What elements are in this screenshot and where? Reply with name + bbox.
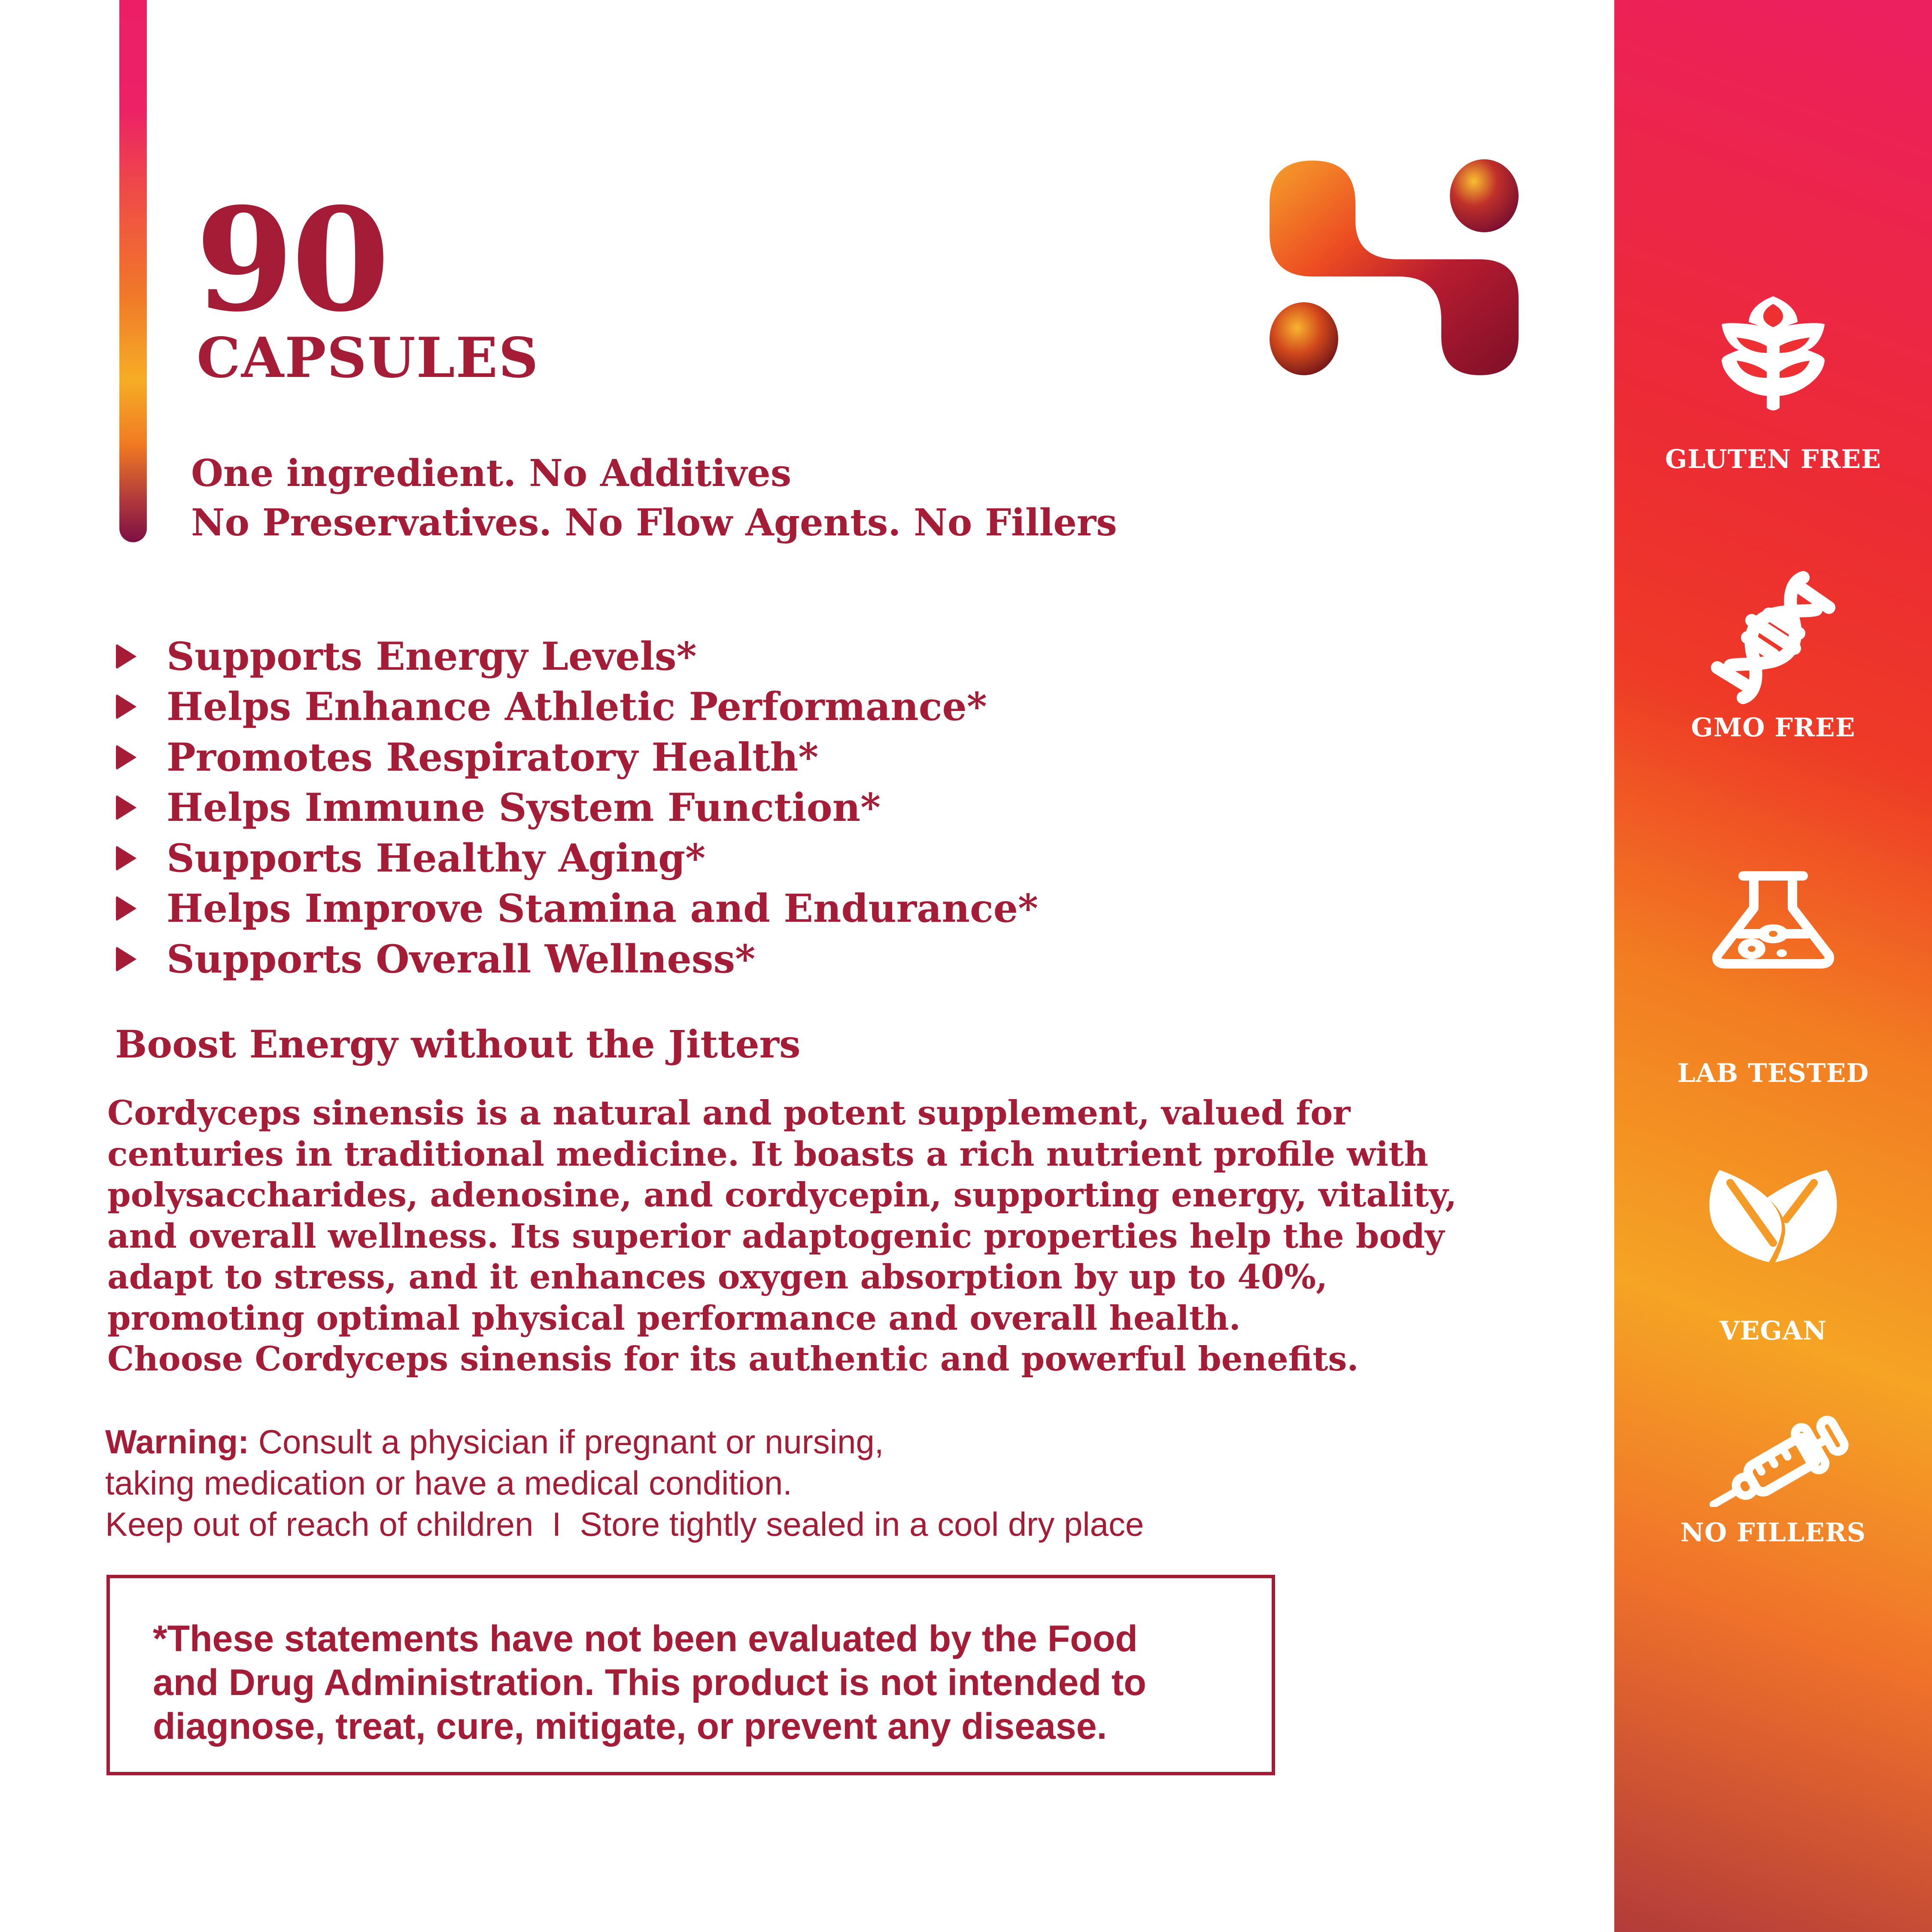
tagline-line-1: One ingredient. No Additives: [191, 452, 792, 495]
capsule-unit: CAPSULES: [197, 326, 539, 390]
leaf-icon: [1709, 1168, 1838, 1284]
wheat-icon: [1719, 292, 1827, 416]
benefit-item: Supports Healthy Aging*: [116, 833, 1038, 884]
description-paragraph: Cordyceps sinensis is a natural and potent supplement, valued for centuries in traditional medicine. It boasts a rich nutrient profile with polysaccharides, adenosine, and cordycepin, supporting energy, vitality, and overall wellness. Its superior adaptogenic properties help the body adapt to stress, and it enhances oxygen absorption by up to 40%, promoting optimal physical performance and overall health. Choose Cordyceps sinensis for its authentic and powerful benefits.: [107, 1094, 1457, 1379]
benefit-item: Supports Energy Levels*: [116, 631, 1038, 682]
bullet-triangle-icon: [116, 694, 137, 720]
fda-disclaimer-box: [106, 1575, 1275, 1775]
description-heading: Boost Energy without the Jitters: [115, 1022, 801, 1066]
benefit-item: Promotes Respiratory Health*: [116, 732, 1038, 783]
badge-no-fillers: NO FILLERS: [1614, 1408, 1932, 1546]
fda-disclaimer-text: *These statements have not been evaluated by the Food and Drug Administration. This product is not intended to diagnose, treat, cure, mitigate, or prevent any disease.: [153, 1618, 1146, 1747]
syringe-icon: [1696, 1408, 1850, 1507]
warning-text: Warning: Consult a physician if pregnant or nursing, taking medication or have a medical condition. Keep out of reach of children I Store tightly sealed in a cool dry place: [105, 1423, 1144, 1543]
badge-vegan: VEGAN: [1614, 1168, 1932, 1344]
flask-icon: [1709, 867, 1838, 996]
benefit-item: Helps Improve Stamina and Endurance*: [116, 884, 1038, 934]
benefit-item: Supports Overall Wellness*: [116, 934, 1038, 984]
bullet-triangle-icon: [116, 896, 137, 921]
bullet-triangle-icon: [116, 845, 137, 871]
bullet-triangle-icon: [116, 946, 137, 972]
capsule-count: 90: [195, 176, 388, 343]
benefits-list: [116, 631, 1038, 984]
badge-lab-tested: LAB TESTED: [1614, 867, 1932, 1086]
benefit-item: Helps Enhance Athletic Performance*: [116, 682, 1038, 732]
bullet-triangle-icon: [116, 795, 137, 820]
accent-bar: [119, 0, 147, 542]
badge-gluten-free: GLUTEN FREE: [1614, 292, 1932, 472]
dna-icon: [1704, 569, 1842, 706]
warning-label: Warning:: [105, 1423, 249, 1461]
bullet-triangle-icon: [116, 744, 137, 770]
bullet-triangle-icon: [116, 644, 137, 669]
tagline-line-2: No Preservatives. No Flow Agents. No Fillers: [191, 501, 1117, 544]
features-sidebar: [1614, 0, 1932, 1932]
brand-logo: [1257, 148, 1528, 388]
benefit-item: Helps Immune System Function*: [116, 783, 1038, 833]
badge-gmo-free: GMO FREE: [1614, 569, 1932, 741]
